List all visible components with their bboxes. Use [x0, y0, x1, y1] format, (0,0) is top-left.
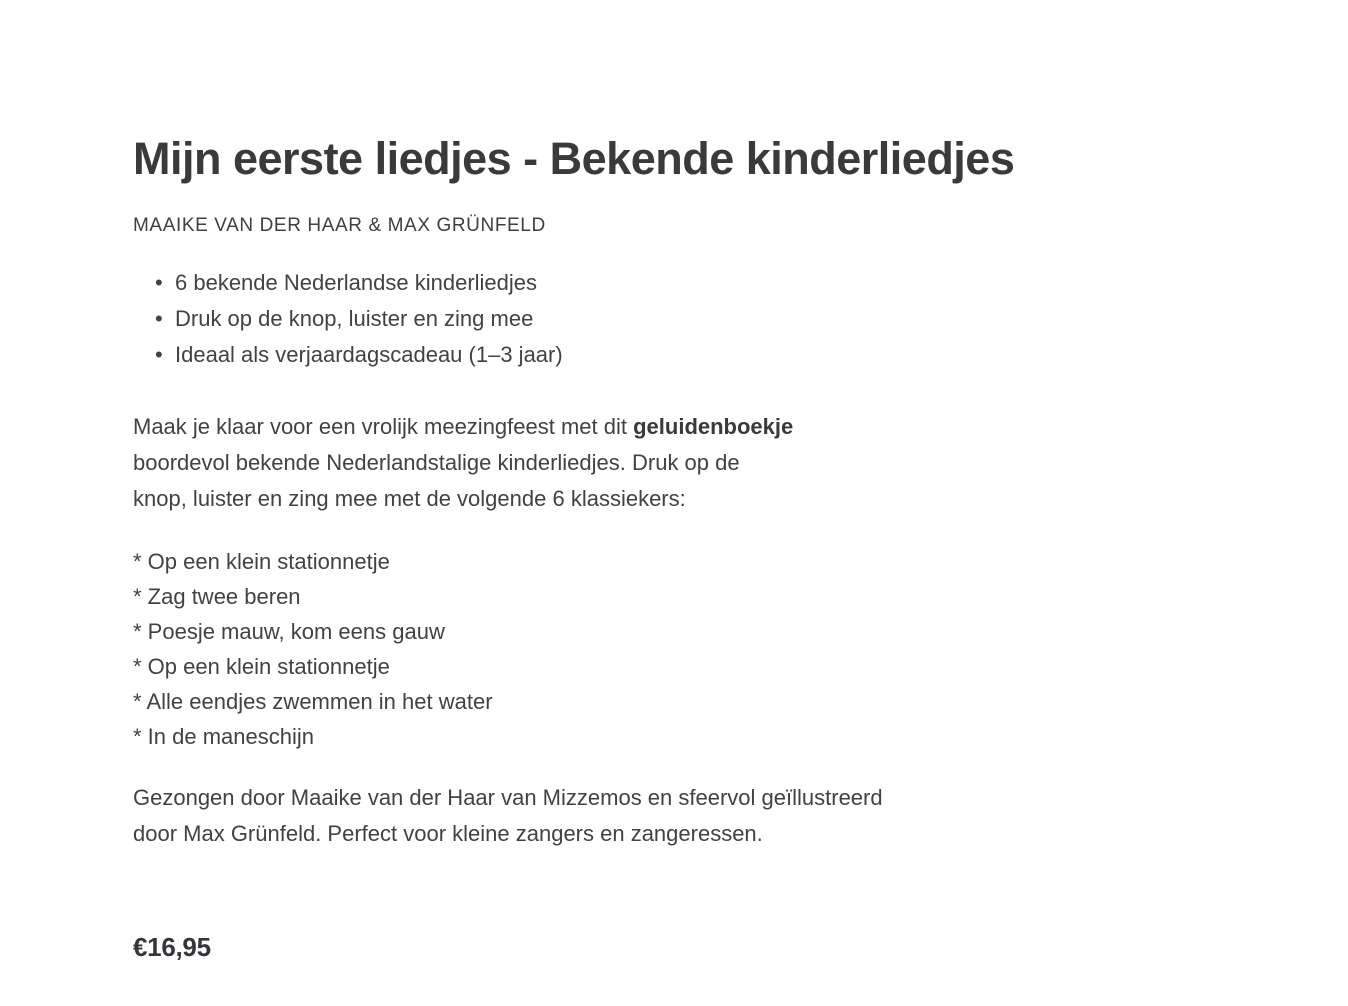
intro-paragraph: [133, 409, 1228, 517]
intro-line-1: [133, 409, 1228, 445]
highlights-list: [133, 265, 1228, 373]
highlight-item: • Druk op de knop, luister en zing mee: [155, 301, 1228, 337]
intro-line-1-bold-word: geluidenboekje: [633, 414, 794, 439]
song-item: * Zag twee beren: [133, 584, 301, 609]
intro-line-3: knop, luister en zing mee met de volgende 6 klassiekers:: [133, 486, 686, 511]
song-item: * Alle eendjes zwemmen in het water: [133, 689, 493, 714]
outro-paragraph: [133, 780, 1123, 852]
song-list: [133, 544, 1228, 754]
intro-line-1-text: Maak je klaar voor een vrolijk meezingfeest met dit: [133, 414, 634, 439]
author-line: MAAIKE VAN DER HAAR & MAX GRÜNFELD: [133, 215, 546, 236]
song-item: * Op een klein stationnetje: [133, 654, 390, 679]
outro-line: door Max Grünfeld. Perfect voor kleine zangers en zangeressen.: [133, 821, 763, 846]
price: €16,95: [133, 932, 211, 962]
highlight-item: • Ideaal als verjaardagscadeau (1–3 jaar): [155, 337, 1228, 373]
song-item: * In de maneschijn: [133, 724, 314, 749]
highlight-item: • 6 bekende Nederlandse kinderliedjes: [155, 265, 1228, 301]
song-item: * Poesje mauw, kom eens gauw: [133, 619, 445, 644]
page-title: Mijn eerste liedjes - Bekende kinderliedjes: [133, 133, 1015, 184]
intro-line-2: boordevol bekende Nederlandstalige kinderliedjes. Druk op de: [133, 450, 740, 475]
outro-line: Gezongen door Maaike van der Haar van Mizzemos en sfeervol geïllustreerd: [133, 785, 883, 810]
song-item: * Op een klein stationnetje: [133, 549, 390, 574]
